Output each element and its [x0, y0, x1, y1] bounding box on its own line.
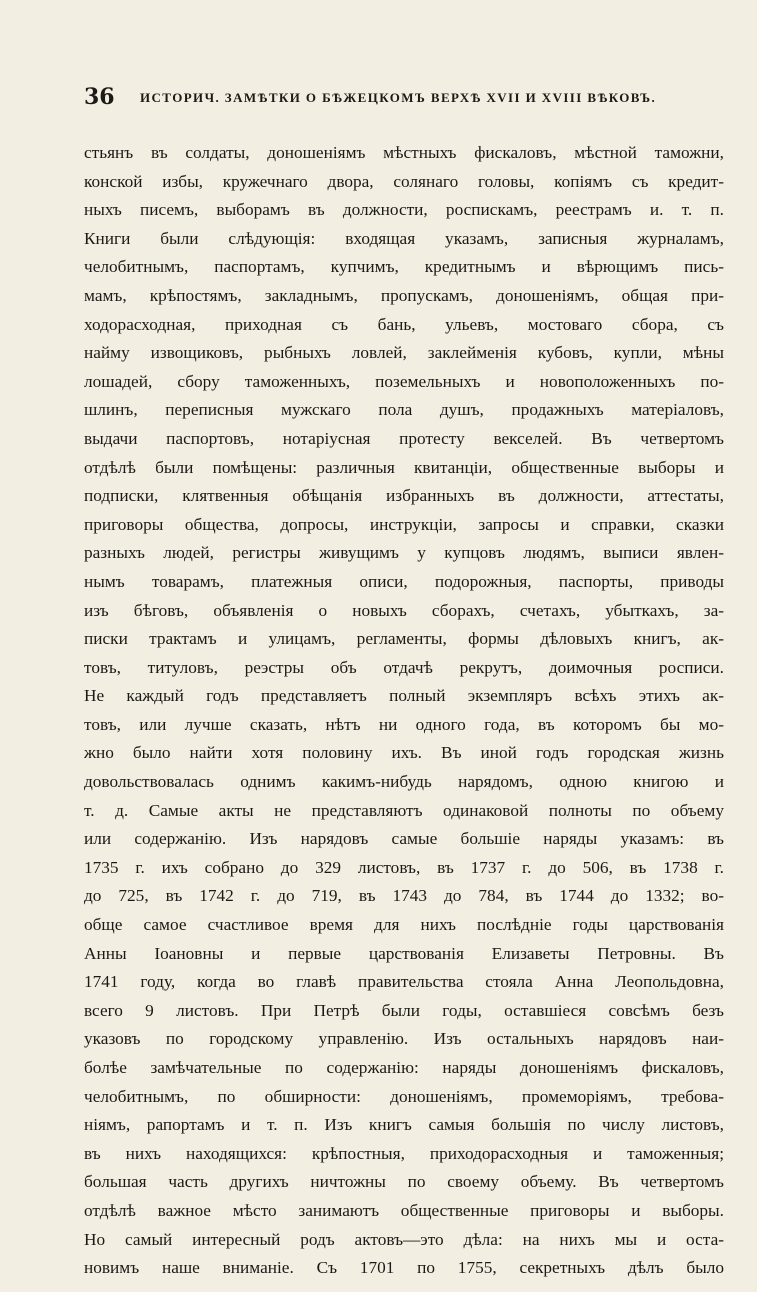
text-line: болѣе замѣчательные по содержанію: наряды доношеніямъ фискаловъ,	[84, 1058, 724, 1077]
text-line: новимъ наше вниманіе. Съ 1701 по 1755, секретныхъ дѣлъ было	[84, 1258, 724, 1278]
text-line: Анны Іоановны и первые царствованія Елизаветы Петровны. Въ	[84, 943, 724, 963]
text-line: обще самое счастливое время для нихъ послѣдніе годы царствованія	[84, 915, 724, 935]
text-line: шлинъ, переписныя мужскаго пола душъ, продажныхъ матеріаловъ,	[84, 400, 724, 420]
text-line: товъ, титуловъ, реэстры объ отдачѣ рекрутъ, доимочныя росписи.	[84, 657, 724, 677]
text-line: челобитнымъ, паспортамъ, купчимъ, кредитнымъ и вѣрющимъ пись-	[84, 257, 724, 277]
text-line: въ нихъ находящихся: крѣпостныя, приходорасходныя и таможенныя;	[84, 1143, 724, 1163]
text-line: ніямъ, рапортамъ и т. п. Изъ книгъ самыя большія по числу листовъ,	[84, 1115, 724, 1135]
text-line: 1735 г. ихъ собрано до 329 листовъ, въ 1737 г. до 506, въ 1738 г.	[84, 857, 724, 877]
text-line: товъ, или лучше сказать, нѣтъ ни одного года, въ которомъ бы мо-	[84, 714, 724, 734]
text-line: конской избы, кружечнаго двора, солянаго головы, копіямъ съ кредит-	[84, 171, 724, 191]
page-header	[84, 84, 694, 118]
text-line: 1741 году, когда во главѣ правительства стояла Анна Леопольдовна,	[84, 972, 724, 992]
text-line: указовъ по городскому управленію. Изъ остальныхъ нарядовъ наи-	[84, 1029, 724, 1049]
text-line: большая часть другихъ ничтожны по своему объему. Въ четвертомъ	[84, 1172, 724, 1192]
text-line: ныхъ писемъ, выборамъ въ должности, роспискамъ, реестрамъ и. т. п.	[84, 200, 724, 220]
text-line: писки трактамъ и улицамъ, регламенты, формы дѣловыхъ книгъ, ак-	[84, 629, 724, 649]
body-text	[84, 139, 724, 1283]
text-line: изъ бѣговъ, объявленія о новыхъ сборахъ, счетахъ, убыткахъ, за-	[84, 600, 724, 620]
text-line: или содержанію. Изъ нарядовъ самые большіе наряды указамъ: въ	[84, 829, 724, 849]
text-line: жно было найти хотя половину ихъ. Въ иной годъ городская жизнь	[84, 743, 724, 763]
running-title: ИСТОРИЧ. ЗАМѢТКИ О БѢЖЕЦКОМЪ ВЕРХѢ XVII И XVIII ВѢКОВЪ.	[140, 90, 657, 105]
text-line: найму извощиковъ, рыбныхъ ловлей, заклейменія кубовъ, купли, мѣны	[84, 343, 724, 363]
text-line: всего 9 листовъ. При Петрѣ были годы, оставшіеся совсѣмъ безъ	[84, 1000, 724, 1020]
text-line: мамъ, крѣпостямъ, закладнымъ, пропускамъ, доношеніямъ, общая при-	[84, 285, 724, 305]
text-line: приговоры общества, допросы, инструкціи, запросы и справки, сказки	[84, 514, 724, 534]
text-line: Не каждый годъ представляетъ полный экземпляръ всѣхъ этихъ ак-	[84, 686, 724, 706]
text-line: нымъ товарамъ, платежныя описи, подорожныя, паспорты, приводы	[84, 571, 724, 591]
text-line: подписки, клятвенныя обѣщанія избранныхъ въ должности, аттестаты,	[84, 486, 724, 506]
text-line: до 725, въ 1742 г. до 719, въ 1743 до 784, въ 1744 до 1332; во-	[84, 886, 724, 906]
text-line: стьянъ въ солдаты, доношеніямъ мѣстныхъ фискаловъ, мѣстной таможни,	[84, 143, 724, 162]
text-line: Книги были слѣдующія: входящая указамъ, записныя журналамъ,	[84, 228, 724, 248]
text-line: довольствовалась однимъ какимъ-нибудь нарядомъ, одною книгою и	[84, 772, 724, 792]
text-line: отдѣлѣ были помѣщены: различныя квитанціи, общественные выборы и	[84, 457, 724, 477]
text-line: лошадей, сбору таможенныхъ, поземельныхъ и новоположенныхъ по-	[84, 371, 724, 391]
text-line: ходорасходная, приходная съ бань, ульевъ, мостоваго сбора, съ	[84, 314, 724, 334]
text-line: Но самый интересный родъ актовъ—это дѣла: на нихъ мы и оста-	[84, 1229, 724, 1249]
text-line: челобитнымъ, по обширности: доношеніямъ, промеморіямъ, требова-	[84, 1086, 724, 1106]
text-line: разныхъ людей, регистры живущимъ у купцовъ людямъ, выписи явлен-	[84, 543, 724, 563]
text-line: выдачи паспортовъ, нотаріусная протесту векселей. Въ четвертомъ	[84, 428, 724, 448]
page-number: 36	[84, 84, 115, 110]
text-line: т. д. Самые акты не представляютъ одинаковой полноты по объему	[84, 800, 724, 820]
text-line: отдѣлѣ важное мѣсто занимаютъ общественные приговоры и выборы.	[84, 1200, 724, 1220]
